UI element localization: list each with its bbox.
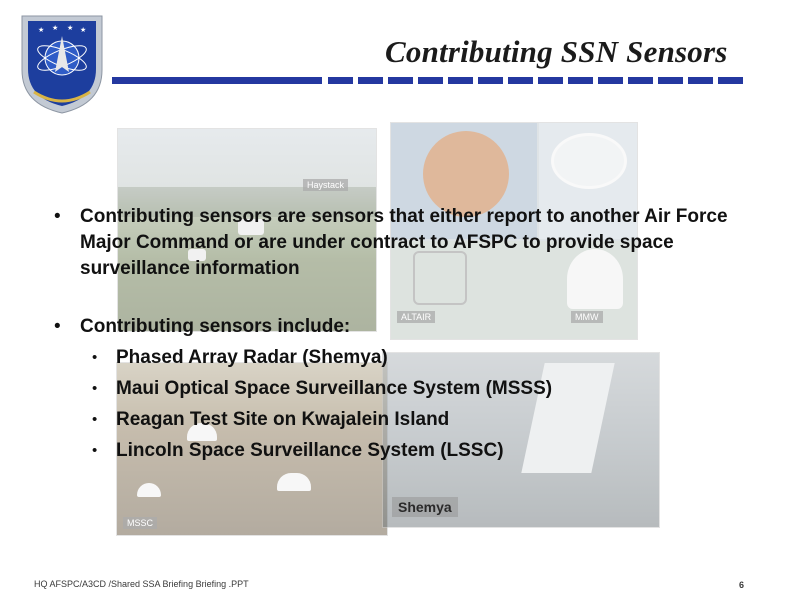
sub-bullet-shemya: • Phased Array Radar (Shemya) <box>50 344 770 371</box>
air-force-space-command-emblem <box>12 12 112 116</box>
svg-text:★: ★ <box>52 25 59 32</box>
sub-bullet-lssc: • Lincoln Space Surveillance System (LSSC) <box>50 437 770 464</box>
photo-label-altair: ALTAIR <box>397 311 435 323</box>
sub-bullet-reagan: • Reagan Test Site on Kwajalein Island <box>50 406 770 433</box>
photo-label-haystack: Haystack <box>303 179 348 191</box>
sub-bullet-msss: • Maui Optical Space Surveillance System (MSSS) <box>50 375 770 402</box>
bullet-contributing-definition: • Contributing sensors are sensors that either report to another Air Force Major Command or are under contract to AFSPC to provide space surveillance information <box>50 204 770 282</box>
accent-bar-solid <box>112 77 322 84</box>
shield-icon <box>12 12 112 116</box>
photo-label-mmw: MMW <box>571 311 603 323</box>
svg-text:★: ★ <box>38 27 45 34</box>
slide-title: Contributing SSN Sensors <box>385 34 728 69</box>
page-number: 6 <box>739 580 745 590</box>
photo-label-mssc: MSSC <box>123 517 157 529</box>
bullet-contributing-include: • Contributing sensors include: <box>50 314 770 340</box>
bullet-list <box>50 204 770 464</box>
header-accent-bar <box>112 77 750 84</box>
photo-label-shemya: Shemya <box>392 497 458 517</box>
accent-bar-blocks <box>328 77 743 84</box>
svg-text:★: ★ <box>80 27 87 34</box>
svg-text:★: ★ <box>67 25 74 32</box>
footer-text: HQ AFSPC/A3CD /Shared SSA Briefing Briefing .PPT <box>34 579 249 589</box>
